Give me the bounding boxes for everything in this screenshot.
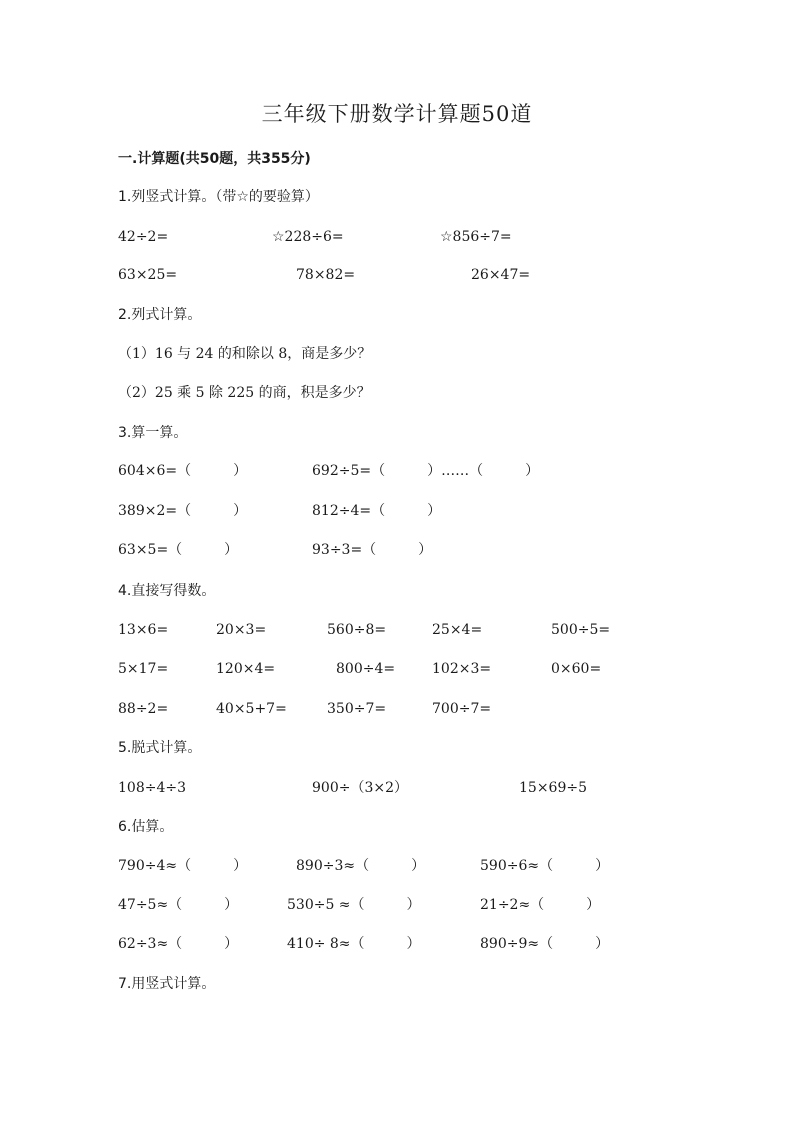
q4-item: 13×6= bbox=[118, 622, 169, 638]
q4-item: 88÷2= bbox=[118, 701, 169, 717]
q6-item: 590÷6≈（ ） bbox=[480, 858, 610, 874]
q3-item: 812÷4=（ ） bbox=[312, 503, 442, 519]
q1-item: 26×47= bbox=[471, 267, 531, 283]
q7-heading: 7.用竖式计算。 bbox=[118, 976, 216, 992]
q6-item: 21÷2≈（ ） bbox=[480, 897, 601, 913]
q4-item: 25×4= bbox=[432, 622, 483, 638]
q6-item: 47÷5≈（ ） bbox=[118, 897, 239, 913]
q4-item: 5×17= bbox=[118, 661, 169, 677]
q1-item: ☆856÷7= bbox=[440, 229, 512, 245]
q4-heading: 4.直接写得数。 bbox=[118, 583, 216, 599]
q2-item: （1）16 与 24 的和除以 8，商是多少？ bbox=[118, 346, 372, 362]
q3-item: 63×5=（ ） bbox=[118, 542, 239, 558]
section-heading: 一.计算题(共50题，共355分) bbox=[118, 151, 311, 167]
q6-heading: 6.估算。 bbox=[118, 819, 174, 835]
q3-item: 93÷3=（ ） bbox=[312, 542, 433, 558]
q6-item: 410÷ 8≈（ ） bbox=[287, 936, 421, 952]
q5-item: 900÷（3×2） bbox=[312, 780, 408, 796]
q5-heading: 5.脱式计算。 bbox=[118, 740, 202, 756]
q6-item: 62÷3≈（ ） bbox=[118, 936, 239, 952]
q6-item: 890÷3≈（ ） bbox=[296, 858, 426, 874]
page-title: 三年级下册数学计算题50道 bbox=[261, 102, 533, 126]
q3-item: 692÷5=（ ）……（ ） bbox=[312, 463, 540, 479]
q6-item: 890÷9≈（ ） bbox=[480, 936, 610, 952]
q1-item: 78×82= bbox=[296, 267, 356, 283]
q4-item: 40×5+7= bbox=[216, 701, 287, 717]
q1-item: 42÷2= bbox=[118, 229, 169, 245]
q5-item: 15×69÷5 bbox=[519, 780, 587, 796]
q6-item: 790÷4≈（ ） bbox=[118, 858, 248, 874]
q4-item: 560÷8= bbox=[327, 622, 387, 638]
q6-item: 530÷5 ≈（ ） bbox=[287, 897, 421, 913]
q4-item: 350÷7= bbox=[327, 701, 387, 717]
q2-heading: 2.列式计算。 bbox=[118, 307, 202, 323]
q2-item: （2）25 乘 5 除 225 的商，积是多少？ bbox=[118, 385, 371, 401]
q4-item: 102×3= bbox=[432, 661, 492, 677]
q3-heading: 3.算一算。 bbox=[118, 425, 188, 441]
q3-item: 389×2=（ ） bbox=[118, 503, 248, 519]
q4-item: 500÷5= bbox=[551, 622, 611, 638]
q1-item: 63×25= bbox=[118, 267, 178, 283]
q4-item: 0×60= bbox=[551, 661, 602, 677]
q4-item: 800÷4= bbox=[336, 661, 396, 677]
q4-item: 700÷7= bbox=[432, 701, 492, 717]
q1-heading: 1.列竖式计算。（带☆的要验算） bbox=[118, 189, 319, 205]
q4-item: 120×4= bbox=[216, 661, 276, 677]
q5-item: 108÷4÷3 bbox=[118, 780, 186, 796]
q1-item: ☆228÷6= bbox=[272, 229, 344, 245]
q4-item: 20×3= bbox=[216, 622, 267, 638]
q3-item: 604×6=（ ） bbox=[118, 463, 248, 479]
